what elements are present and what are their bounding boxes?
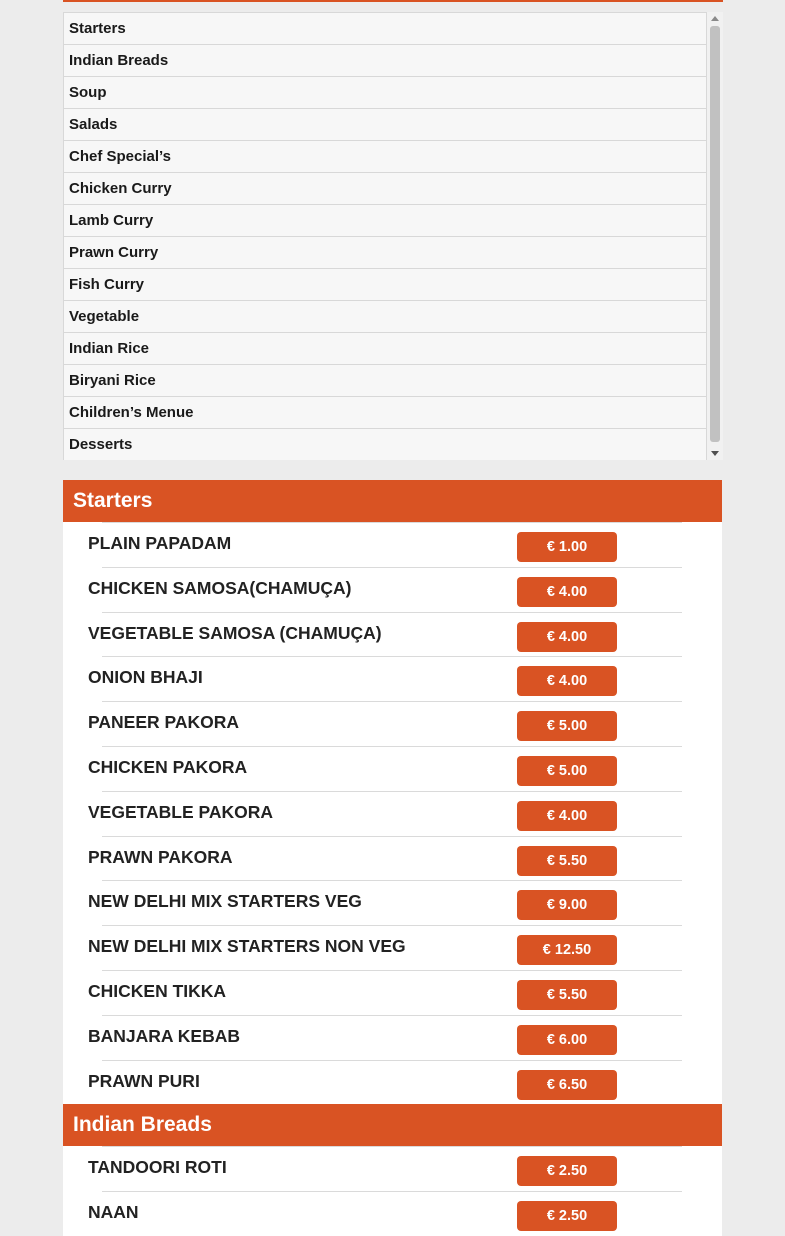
item-price-button[interactable]: € 2.50 [517, 1201, 617, 1231]
item-name: NEW DELHI MIX STARTERS VEG [88, 891, 362, 912]
item-divider [102, 701, 682, 702]
category-list [63, 12, 707, 460]
section-header: Indian Breads [63, 1104, 722, 1146]
item-name: NEW DELHI MIX STARTERS NON VEG [88, 936, 406, 957]
item-name: PRAWN PURI [88, 1070, 200, 1091]
item-divider [102, 1146, 682, 1147]
item-price-button[interactable]: € 4.00 [517, 666, 617, 696]
menu-content [63, 480, 722, 1236]
item-price-button[interactable]: € 6.50 [517, 1070, 617, 1100]
item-divider [102, 970, 682, 971]
category-option[interactable]: Starters [63, 12, 707, 45]
scroll-down-arrow-icon[interactable] [711, 451, 719, 456]
item-price-button[interactable]: € 2.50 [517, 1156, 617, 1186]
scrollbar-thumb[interactable] [710, 26, 720, 442]
item-name: ONION BHAJI [88, 667, 203, 688]
category-option[interactable]: Fish Curry [63, 269, 707, 301]
item-price-button[interactable]: € 4.00 [517, 577, 617, 607]
menu-item [63, 1060, 722, 1105]
category-option[interactable]: Desserts [63, 429, 707, 460]
category-option[interactable]: Chicken Curry [63, 173, 707, 205]
section-header: Starters [63, 480, 722, 522]
item-name: VEGETABLE SAMOSA (CHAMUÇA) [88, 622, 382, 643]
item-name: VEGETABLE PAKORA [88, 801, 274, 822]
category-option[interactable]: Indian Breads [63, 45, 707, 77]
item-price-button[interactable]: € 5.50 [517, 846, 617, 876]
menu-item [63, 656, 722, 701]
item-name: BANJARA KEBAB [88, 1025, 240, 1046]
item-divider [102, 612, 682, 613]
category-listbox[interactable] [63, 12, 723, 460]
item-divider [102, 1015, 682, 1016]
menu-item [63, 970, 722, 1015]
menu-item [63, 925, 722, 970]
item-price-button[interactable]: € 1.00 [517, 532, 617, 562]
item-name: TANDOORI ROTI [88, 1157, 227, 1178]
menu-item [63, 746, 722, 791]
menu-section [63, 480, 722, 1104]
menu-item [63, 522, 722, 567]
menu-item [63, 791, 722, 836]
item-divider [102, 1191, 682, 1192]
item-price-button[interactable]: € 4.00 [517, 622, 617, 652]
scroll-up-arrow-icon[interactable] [711, 16, 719, 21]
category-option[interactable]: Lamb Curry [63, 205, 707, 237]
category-option[interactable]: Prawn Curry [63, 237, 707, 269]
item-divider [102, 925, 682, 926]
category-option[interactable]: Salads [63, 109, 707, 141]
category-option[interactable]: Children’s Menue [63, 397, 707, 429]
category-option[interactable]: Biryani Rice [63, 365, 707, 397]
menu-item [63, 880, 722, 925]
item-name: PRAWN PAKORA [88, 846, 233, 867]
item-name: NAAN [88, 1202, 139, 1223]
item-name: CHICKEN SAMOSA(CHAMUÇA) [88, 577, 352, 598]
menu-item [63, 1146, 722, 1191]
menu-section [63, 1104, 722, 1236]
item-price-button[interactable]: € 5.00 [517, 756, 617, 786]
item-divider [102, 522, 682, 523]
item-divider [102, 746, 682, 747]
item-divider [102, 1060, 682, 1061]
item-price-button[interactable]: € 5.50 [517, 980, 617, 1010]
item-name: PANEER PAKORA [88, 712, 240, 733]
category-option[interactable]: Vegetable [63, 301, 707, 333]
item-divider [102, 836, 682, 837]
item-price-button[interactable]: € 12.50 [517, 935, 617, 965]
menu-item [63, 1015, 722, 1060]
item-price-button[interactable]: € 9.00 [517, 890, 617, 920]
item-price-button[interactable]: € 5.00 [517, 711, 617, 741]
category-option[interactable]: Indian Rice [63, 333, 707, 365]
top-accent-rule [63, 0, 723, 2]
item-name: PLAIN PAPADAM [88, 533, 232, 553]
menu-item [63, 701, 722, 746]
category-scrollbar[interactable] [707, 12, 723, 460]
category-option[interactable]: Soup [63, 77, 707, 109]
menu-item [63, 567, 722, 612]
item-divider [102, 656, 682, 657]
item-name: CHICKEN PAKORA [88, 756, 248, 777]
item-name: CHICKEN TIKKA [88, 980, 227, 1001]
category-option[interactable]: Chef Special’s [63, 141, 707, 173]
item-price-button[interactable]: € 4.00 [517, 801, 617, 831]
menu-item [63, 836, 722, 881]
menu-item [63, 1191, 722, 1236]
item-price-button[interactable]: € 6.00 [517, 1025, 617, 1055]
menu-item [63, 612, 722, 657]
item-divider [102, 567, 682, 568]
item-divider [102, 880, 682, 881]
item-divider [102, 791, 682, 792]
